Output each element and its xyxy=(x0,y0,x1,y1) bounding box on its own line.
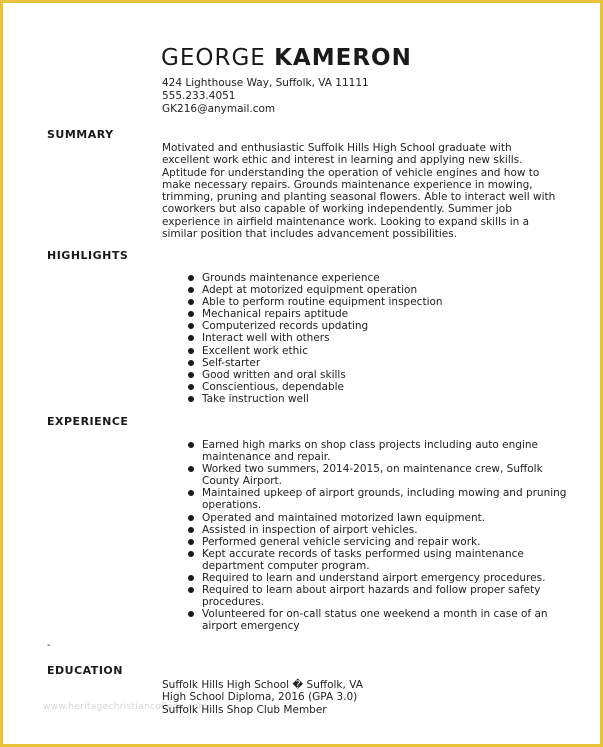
summary-heading: SUMMARY xyxy=(47,128,114,141)
list-item: Maintained upkeep of airport grounds, including mowing and pruning operations. xyxy=(186,487,576,511)
last-name: KAMERON xyxy=(274,45,412,71)
list-item: Good written and oral skills xyxy=(186,369,566,381)
candidate-name xyxy=(161,45,412,71)
experience-list xyxy=(186,439,576,633)
list-item: Interact well with others xyxy=(186,332,566,344)
school-line: Suffolk Hills High School � Suffolk, VA xyxy=(162,679,363,691)
first-name: GEORGE xyxy=(161,45,266,71)
list-item: Excellent work ethic xyxy=(186,345,566,357)
experience-heading: EXPERIENCE xyxy=(47,415,129,428)
address: 424 Lighthouse Way, Suffolk, VA 11111 xyxy=(162,77,369,89)
list-item: Mechanical repairs aptitude xyxy=(186,308,566,320)
contact-block xyxy=(162,77,369,116)
list-item: Take instruction well xyxy=(186,393,566,405)
list-item: Operated and maintained motorized lawn equipment. xyxy=(186,512,576,524)
highlights-list xyxy=(186,272,566,405)
list-item: Self-starter xyxy=(186,357,566,369)
summary-text: Motivated and enthusiastic Suffolk Hills High School graduate with excellent work ethic and interest in learning and applying new skills. Aptitude for understanding the operation of vehicle engines and how to make necessary repairs. Grounds maintenance experience in mowing, trimming, pruning and planting seasonal flowers. Able to interact well with coworkers but also capable of working independently. Summer job experience in airfield maintenance work. Looking to expand skills in a similar position that includes advancement possibilities. xyxy=(162,142,556,241)
list-item: Kept accurate records of tasks performed using maintenance department computer program. xyxy=(186,548,576,572)
list-item: Earned high marks on shop class projects including auto engine maintenance and repair. xyxy=(186,439,576,463)
phone: 555.233.4051 xyxy=(162,90,236,102)
email: GK216@anymail.com xyxy=(162,103,276,115)
watermark: www.heritagechristiancollege.com xyxy=(43,702,208,712)
diploma-line: High School Diploma, 2016 (GPA 3.0) xyxy=(162,691,358,704)
education-block xyxy=(162,679,363,716)
list-item: Assisted in inspection of airport vehicles. xyxy=(186,524,576,536)
list-item: Volunteered for on-call status one weekend a month in case of an airport emergency xyxy=(186,608,576,632)
list-item: Performed general vehicle servicing and repair work. xyxy=(186,536,576,548)
list-item: Computerized records updating xyxy=(186,320,566,332)
club-line: Suffolk Hills Shop Club Member xyxy=(162,703,327,716)
list-item: Worked two summers, 2014-2015, on maintenance crew, Suffolk County Airport. xyxy=(186,463,576,487)
highlights-heading: HIGHLIGHTS xyxy=(47,249,129,262)
education-heading: EDUCATION xyxy=(47,664,123,677)
list-item: Able to perform routine equipment inspection xyxy=(186,296,566,308)
list-item: Grounds maintenance experience xyxy=(186,272,566,284)
list-item: Conscientious, dependable xyxy=(186,381,566,393)
list-item: Adept at motorized equipment operation xyxy=(186,284,566,296)
list-item: Required to learn and understand airport emergency procedures. xyxy=(186,572,576,584)
list-item: Required to learn about airport hazards and follow proper safety procedures. xyxy=(186,584,576,608)
trailing-mark: - xyxy=(47,640,51,651)
